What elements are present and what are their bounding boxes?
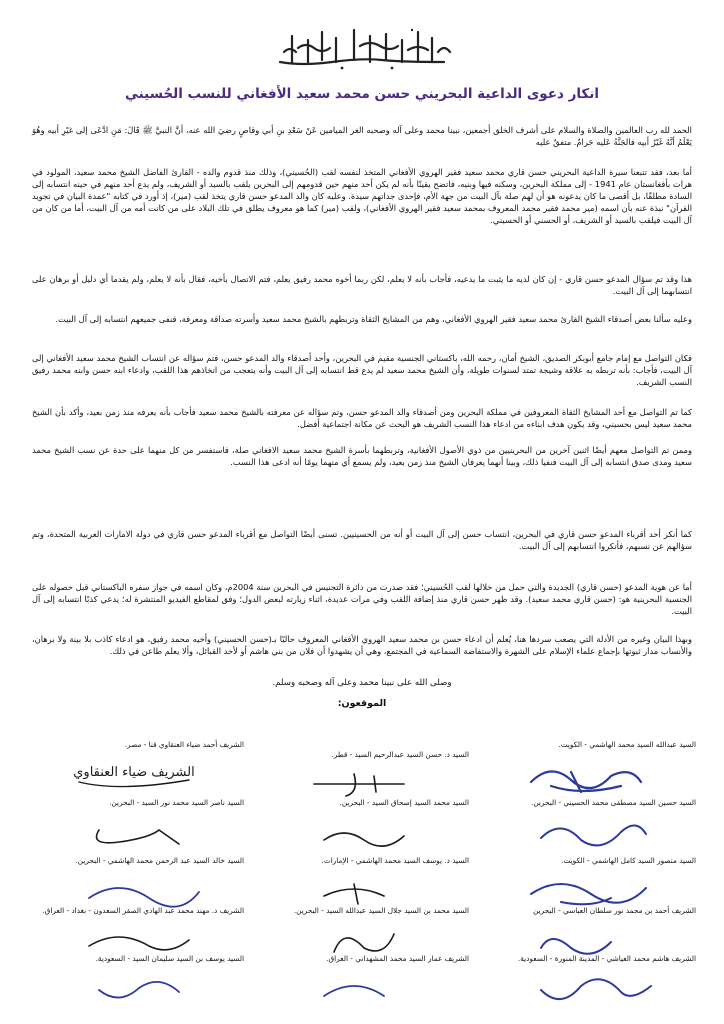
basmala-calligraphy <box>262 22 462 74</box>
signature-scribble <box>511 810 661 858</box>
signatory <box>29 954 244 1014</box>
signatory-name: السيد حسين السيد مصطفى محمد الحسيني - البحرين. <box>531 798 696 807</box>
body-paragraph: أما بعد، فقد تتبعنا سيرة الداعية البحريني حسن قاري محمد سعيد فقير الهروي الأفغاني المتخذ لنفسه لقب (الحُسيني)، وذلك منذ قدوم والده - القارئ الفاضل الشيخ محمد سعيد، المولود في هرات بأفغانستان عام 1941 - إلى مملكة البحرين، وسكنه فيها وبنيه، فاتضح يقينًا بأنه لم يكن أحد منهم حين قدومهم إلى البحرين يلقب بالسيد أو الشريف، ولم يدع أحد منهم في حينه انتسابه إلى السادة مطلقًا، بل أقصى ما كان يدعونه هو أن لهم صلة بآل البيت من جهة الأم، فإحدى جداتهم سيدة. وعليه كان والد المدعو حسن قاري يتخذ لقب (مير)، إذ أورد في كتابه "عمدة البيان في تجويد القرآن" نبذة عنه بأن اسمه (مير محمد فقير محمد المعروف بمحمد سعيد فقير الهروي الأفغاني)، ولقب (مير) كما هو معروف يطلق في تلك البلاد على من كانت أمه من آل البيت، أما من كان من آل البيت فيلقب بالسيد أو الشريف، أو الحسني أو الحسيني. <box>32 167 692 226</box>
intro-paragraph: الحمد لله رب العالمين والصلاة والسلام على أشرف الخلق أجمعين، نبينا محمد وعلى آله وصحبه الغر الميامين عَنْ سَعْدِ بنِ أبي وقاصٍ رضيَ الله عنه، أنَّ النبيَّ ﷺ قَالَ: مَنِ ادَّعَى إلى غيْرِ أبيه وهُوَ يَعْلَمُ أنَّهُ غَيْرُ أبيه فالجَنَّةُ عَليه حَرامٌ. متفقٌ عليه <box>32 125 692 148</box>
signature-scribble <box>284 810 434 858</box>
signatories-heading: الموقعون: <box>337 698 387 709</box>
signature-scribble <box>59 966 209 1014</box>
signatory <box>481 954 696 1014</box>
body-paragraph: هذا وقد تم سؤال المدعو حسن قاري - إن كان لديه ما يثبت ما يدعيه، فأجاب بأنه لا يعلم، لكن ربما أخوه محمد رفيق يعلم، فتم الاتصال بأخيه، فقال بأنه لا يعلم، ولم يقدما أي دليل أو برهان على انتسابهما إلى آل البيت. <box>32 274 692 297</box>
signatory-name: الشريف د. مهند محمد عبد الهادي الصقر السعدون - بغداد - العراق. <box>42 906 244 915</box>
body-paragraph: أما عن هوية المدعو (حسن قاري) الجديدة والتي حمل من خلالها لقب الحُسيني؛ فقد صدرت من دائرة التجنيس في البحرين سنة 2004م، وكان اسمه في جواز سفره الباكستاني قبل حصوله على الجنسية البحرينية هو: (حسن قاري محمد سعيد). وقد ظهر حسن قاري منذ إضافة اللقب وفي مرات عديدة، اثناء زيارته لبعض الدول؛ وفق لمقاطع الفيديو المنتشرة له؛ يدعي كذبًا انتسابه إلى آل البيت. <box>32 582 692 617</box>
signatory-name: السيد خالد السيد عبد الرحمن محمد الهاشمي - البحرين. <box>75 856 244 865</box>
signatory-name: الشريف أحمد بن محمد نور سلطان العباسي - البحرين <box>533 906 696 915</box>
signatory <box>481 740 696 800</box>
signatory-name: السيد محمد بن السيد جلال السيد عبدالله السيد - البحرين. <box>293 906 469 915</box>
signatory-name: السيد ناصر السيد محمد نور السيد - البحرين. <box>109 798 244 807</box>
signature-scribble <box>511 752 661 800</box>
signatory <box>29 798 244 858</box>
signatory-name: السيد عبدالله السيد محمد الهاشمي - الكويت. <box>558 740 696 749</box>
signatory-name: السيد يوسف بن السيد سليمان السيد - السعودية. <box>95 954 244 963</box>
signatory-name: الشريف أحمد ضياء العنقاوي قنا - مصر. <box>124 740 244 749</box>
signatory <box>254 798 469 858</box>
body-paragraph: كما أنكر أحد أقرباء المدعو حسن قاري في البحرين، انتساب حسن إلى آل البيت أو أنه من الحسينيين. تسنى أيضًا التواصل مع أقرباء المدعو حسن قاري في دولة الامارات العربية المتحدة، وتم سؤالهم عن نسبهم، فأنكروا انتسابهم إلى آل البيت. <box>32 529 692 552</box>
signatory <box>481 798 696 858</box>
signature-scribble <box>284 966 434 1014</box>
body-paragraph: كما تم التواصل مع أحد المشايخ الثقاة المعروفين في مملكة البحرين ومن أصدقاء والد المدعو حسن، وتم سؤاله عن معرفته بالشيخ محمد سعيد فأجاب بأنه يعرفه منذ زمن بعيد، وأكد بأن الشيخ محمد سعيد ليس بحسيني، وقد يكون هدف ابناءه من ادعاء هذا النسب الشريف هو البحث عن مكانة اجتماعية أفضل. <box>32 407 692 430</box>
closing-prayer: وصلى الله على نبينا محمد وعلى آله وصحبه وسلم. <box>272 678 452 688</box>
signatory-name: الشريف هاشم محمد العياشي - المدينة المنورة - السعودية. <box>517 954 696 963</box>
signatory-name: السيد محمد السيد إسحاق السيد - البحرين. <box>339 798 469 807</box>
stamp-text: الشريف ضياء العنقاوي <box>73 765 195 780</box>
body-paragraph: وعليه سألنا بعض أصدقاء الشيخ القارئ محمد سعيد فقير الهروي الأفغاني، وهم من المشايخ الثقاة وتربطهم بالشيخ محمد سعيد وأسرته صداقة ومعرفة، فنفى جميعهم انتسابه إلى آل البيت. <box>55 314 692 325</box>
body-paragraph: وممن تم التواصل معهم أيضًا اثنين آخرين من البحرينيين من ذوي الأصول الأفغانية، وتربطهما بأسرة الشيخ محمد سعيد الافغاني صلة، فاستفسر من كل منهما على حدة عن نسب الشيخ محمد سعيد ومدى صدق انتسابه إلى آل البيت فنفيا ذلك، وبينا أنهما يعرفان الشيخ منذ زمن بعيد، ولم يسمع أي منهما يومًا أنه ادعى هذا النسب. <box>32 445 692 468</box>
basmala-calligraphy-icon <box>262 22 462 74</box>
signatory <box>29 740 244 800</box>
signature-stamp <box>59 752 209 800</box>
signatory <box>254 954 469 1014</box>
signatory-name: السيد د. يوسف السيد محمد الهاشمي - الإمارات. <box>321 856 469 865</box>
signature-scribble <box>511 966 661 1014</box>
signature-scribble <box>59 810 209 858</box>
body-paragraph: فكان التواصل مع إمام جامع أبوبكر الصديق، الشيخ أمان، رحمه الله، باكستاني الجنسية مقيم في البحرين، وأحد أصدقاء والد المدعو حسن، فتم سؤاله عن انتساب الشيخ محمد سعيد الأفغاني إلى آل البيت، فأجاب: بأنه تربطه به علاقة وشيجة تمتد لسنوات طويلة، وأن الشيخ محمد سعيد لم يدع قط انتسابه إلى آل البيت وأنه يتعجب من اتخاذهم هذا اللقب، وادعاء ابنه حسن وابنه محمد رفيق النسب الشريف. <box>32 353 692 388</box>
signatory-name: السيد منصور السيد كامل الهاشمي - الكويت. <box>561 856 696 865</box>
signatures-block <box>0 710 724 1010</box>
conclusion-paragraph: وبهذا البيان وغيره من الأدلة التي يصعب سردها هنا، يُعلم أن ادعاء حسن بن محمد سعيد الهروي الأفغاني المعروف حاليًا بـ(حسن الحسيني) وأخيه محمد رفيق، هو ادعاء كاذب بلا بينة ولا برهان، والأنساب مدار ثبوتها بإجماع علماء الإسلام على الشهرة والاستفاضة السماعية في المجتمع، وهي أن يشهدوا أن فلان من بني هاشم أو لأحد القبائل، وألا يعلم طاعن في ذلك. <box>32 634 692 657</box>
signatory-name: السيد د. حسن السيد عبدالرحيم السيد - قطر. <box>331 750 469 759</box>
signatory-name: الشريف عمار السيد محمد المشهداني - العراق. <box>326 954 469 963</box>
document-title: انكار دعوى الداعية البحريني حسن محمد سعيد الأفغاني للنسب الحُسيني <box>125 86 599 102</box>
